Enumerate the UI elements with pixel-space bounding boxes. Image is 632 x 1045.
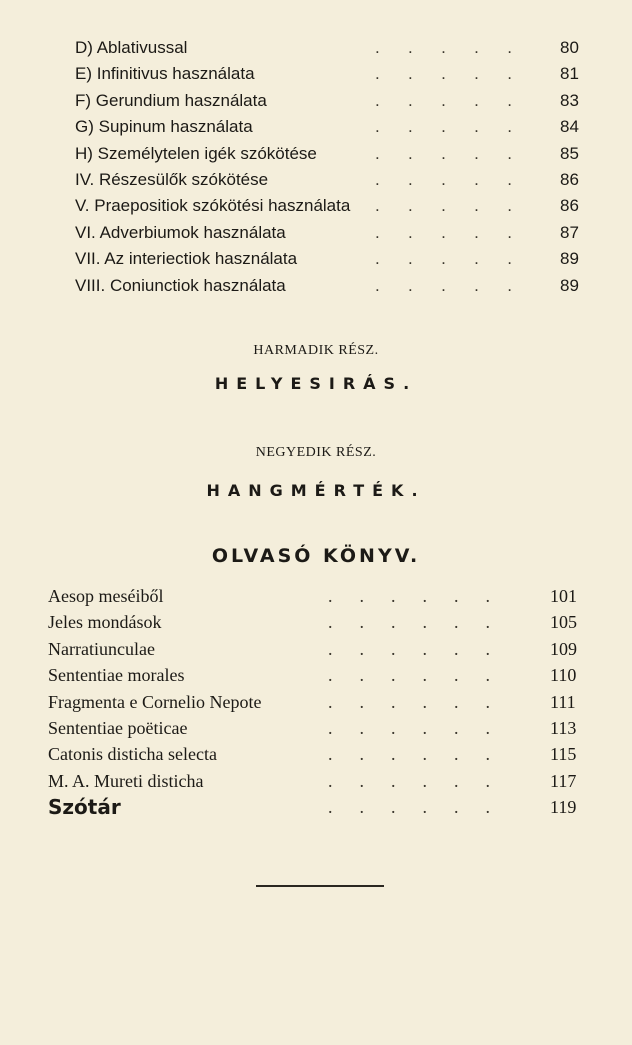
toc-entry-label: Jeles mondások — [48, 612, 162, 633]
toc-entry — [75, 141, 590, 167]
leader-dots: . . . . . — [375, 64, 512, 84]
toc-entry-page: 115 — [550, 744, 577, 765]
toc-entry-page: 84 — [560, 117, 579, 137]
leader-dots: . . . . . — [375, 117, 512, 137]
reader-title: OLVASÓ KÖNYV. — [211, 545, 421, 567]
toc-entry-label: M. A. Mureti disticha — [48, 770, 204, 791]
toc-entry — [75, 61, 590, 87]
toc-entry-page: 83 — [560, 90, 579, 110]
toc-entry — [75, 35, 590, 61]
toc-entry-label: Catonis disticha selecta — [48, 744, 217, 765]
toc-entry-label: D) Ablativussal — [75, 38, 188, 57]
toc-entry-page: 117 — [550, 770, 577, 791]
toc-entry-page: 89 — [560, 275, 579, 295]
leader-dots: . . . . . — [375, 38, 512, 57]
leader-dots: . . . . . — [375, 249, 512, 269]
toc-entry — [48, 715, 590, 741]
closing-rule — [256, 885, 384, 887]
toc-entry — [48, 768, 590, 794]
leader-dots: . . . . . — [375, 143, 512, 163]
leader-dots: . . . . . — [375, 275, 512, 295]
toc-entry — [75, 114, 590, 140]
part4-title: NEGYEDIK RÉSZ. — [255, 445, 377, 460]
leader-dots: . . . . . — [375, 196, 512, 216]
part4-subtitle: HANGMÉRTÉK. — [206, 481, 426, 500]
toc-entry-page: 89 — [560, 249, 579, 269]
toc-entry-label: Sententiae poëticae — [48, 718, 188, 738]
toc-entry — [75, 220, 590, 246]
toc-entry-label: Fragmenta e Cornelio Nepote — [48, 691, 262, 712]
toc-entry — [75, 273, 590, 299]
toc-entry — [75, 88, 590, 114]
toc-entry — [48, 583, 590, 609]
toc-entry-page: 111 — [550, 691, 576, 712]
leader-dots: . . . . . . — [328, 586, 490, 606]
toc-entry-page: 101 — [550, 586, 577, 606]
leader-dots: . . . . . . — [328, 718, 490, 738]
leader-dots: . . . . . — [375, 222, 512, 242]
toc-entry — [48, 794, 590, 820]
toc-entry — [48, 636, 590, 662]
toc-entry-page: 81 — [560, 64, 579, 84]
toc-entry — [48, 662, 590, 688]
toc-entry-label: Aesop meséiből — [48, 586, 164, 606]
toc-entry-page: 80 — [560, 38, 579, 57]
toc-entry-page: 113 — [550, 718, 577, 738]
toc-entry-label: E) Infinitivus használata — [75, 64, 255, 84]
toc-entry — [75, 246, 590, 272]
leader-dots: . . . . . . — [328, 770, 490, 791]
toc-entry-label: Szótár — [48, 795, 121, 820]
toc-entry-page: 119 — [550, 797, 577, 818]
toc-entry-page: 86 — [560, 170, 579, 189]
part3-title: HARMADIK RÉSZ. — [253, 343, 379, 358]
leader-dots: . . . . . . — [328, 638, 490, 659]
toc-entry-label: VI. Adverbiumok használata — [75, 222, 286, 242]
toc-entry-page: 86 — [560, 196, 579, 216]
toc-entry-page: 105 — [550, 612, 577, 633]
toc-entry-page: 110 — [550, 665, 577, 686]
toc-entry — [75, 193, 590, 219]
toc-entry-label: VII. Az interiectiok használata — [75, 249, 298, 269]
toc-entry-label: F) Gerundium használata — [75, 90, 267, 110]
toc-entry-page: 85 — [560, 143, 579, 163]
toc-entry-label: Narratiunculae — [48, 638, 155, 659]
toc-entry-label: Sententiae morales — [48, 665, 185, 686]
toc-entry — [48, 689, 590, 715]
leader-dots: . . . . . — [375, 170, 512, 189]
leader-dots: . . . . . — [375, 90, 512, 110]
toc-entry-page: 87 — [560, 222, 579, 242]
toc-entry-label: IV. Részesülők szókötése — [75, 170, 269, 189]
leader-dots: . . . . . . — [328, 744, 490, 765]
toc-entry-label: G) Supinum használata — [75, 117, 253, 137]
leader-dots: . . . . . . — [328, 691, 490, 712]
toc-entry-label: H) Személytelen igék szókötése — [75, 143, 317, 163]
leader-dots: . . . . . . — [328, 665, 490, 686]
toc-entry-label: V. Praepositiok szókötési használata — [75, 196, 351, 216]
part3-subtitle: HELYESIRÁS. — [214, 374, 418, 393]
toc-entry — [48, 609, 590, 635]
leader-dots: . . . . . . — [328, 612, 490, 633]
toc-entry — [75, 167, 590, 193]
toc-entry-page: 109 — [550, 638, 577, 659]
leader-dots: . . . . . . — [328, 797, 490, 818]
toc-entry — [48, 741, 590, 767]
toc-entry-label: VIII. Coniunctiok használata — [75, 275, 286, 295]
